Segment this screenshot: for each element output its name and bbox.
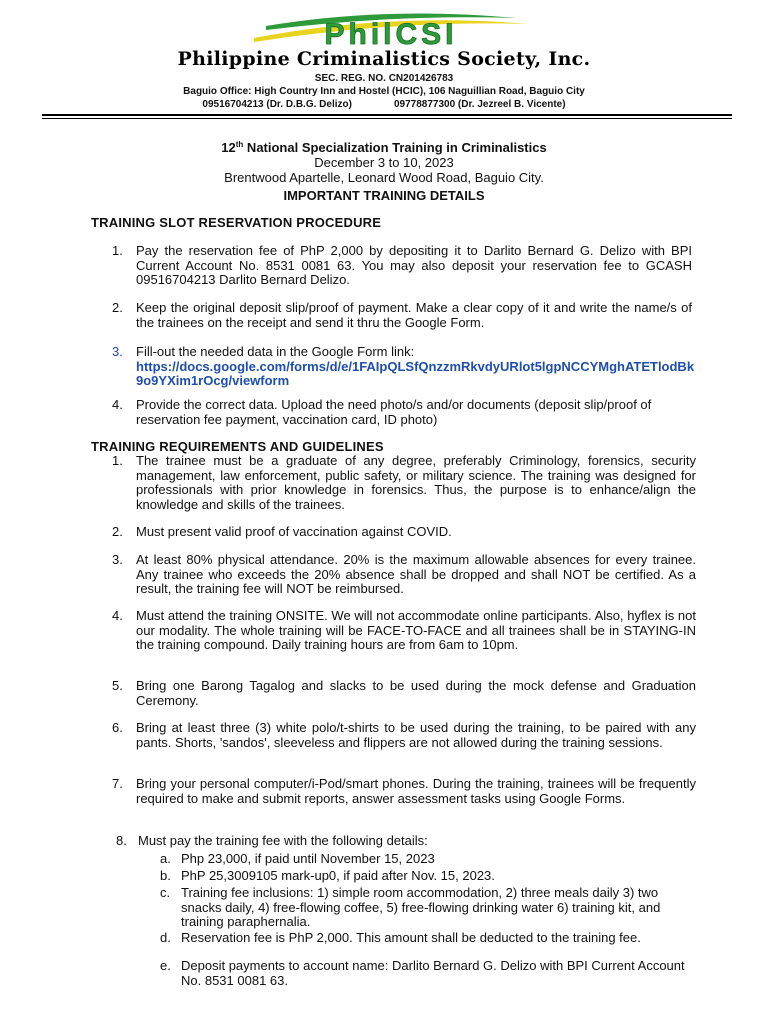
sec-registration: SEC. REG. NO. CN201426783 (314, 73, 454, 84)
contact-numbers (0, 99, 768, 110)
event-venue: Brentwood Apartelle, Leonard Wood Road, Baguio City. (224, 170, 544, 185)
document-page: PhilCSI Philippine Criminalistics Society, Inc. SEC. REG. NO. CN201426783 Baguio Office: High Country Inn and Hostel (HCIC), 106 Naguillian Road, Baguio City 09516704213 (Dr. D.B.G. Delizo) 09778877300 (Dr. Jezreel B. Vicente) 12th National Specialization Training in Criminalistics December 3 to 10, 2023 Brentwood Apartelle, Leonard Wood Road, Baguio City. IMPORTANT TRAINING DETAILS TRAINING SLOT RESERVATION PROCEDURE 1. Pay the reservation fee of PhP 2,000 by depositing it to Darlito Bernard G. Delizo with BPI Current Account No. 8531 0081 63. You may also deposit your reservation fee to GCASH 09516704213 Darlito Bernard Delizo. 2. Keep the original deposit slip/proof of payment. Make a clear copy of it and write the name/s of the trainees on the receipt and send it thru the Google Form. 3. Fill-out the needed data in the Google Form link: https://docs.google.com/forms/d/e/1FAIpQLSfQnzzmRkvdyURlot5lgpNCCYMghATETlodBk9o9YXim1rOcg/viewform 4. Provide the correct data. Upload the need photo/s and/or documents (deposit slip/proof of reservation fee payment, vaccination card, ID photo) TRAINING REQUIREMENTS AND GUIDELINES 1. The trainee must be a graduate of any degree, preferably Criminology, forensics, security management, law enforcement, public safety, or military science. The training was designed for professionals with prior knowledge in forensics. Thus, the purpose is to enhance/align the knowledge and skills of the trainees. 2. Must present valid proof of vaccination against COVID. 3. At least 80% physical attendance. 20% is the maximum allowable absences for every trainee. Any trainee who exceeds the 20% absence shall be dropped and shall NOT be certified. As a result, the training fee will NOT be reimbursed. 4. Must attend the training ONSITE. We will not accommodate online participants. Also, hyflex is not our modality. The whole training will be FACE-TO-FACE and all trainees shall be in STAYING-IN the training compound. Daily training hours are from 6am to 10pm. 5. Bring one Barong Tagalog and slacks to be used during the mock defense and Graduation Ceremony. 6. Bring at least three (3) white polo/t-shirts to be used during the training, to be paired with any pants. Shorts, 'sandos', sleeveless and flippers are not allowed during the training sessions. 7. Bring your personal computer/i-Pod/smart phones. During the training, trainees will be frequently required to make and submit reports, answer assessment tasks using Google Forms. 8. Must pay the training fee with the following details: a. Php 23,000, if paid until November 15, 2023 b. PhP 25,3009105 mark-up0, if paid after Nov. 15, 2023. c. Training fee inclusions: 1) simple room accommodation, 2) three meals daily 3) two snacks daily, 4) free-flowing coffee, 5) free-flowing drinking water 6) training kit, and training paraphernalia. d. Reservation fee is PhP 2,000. This amount shall be deducted to the training fee. e. Deposit payments to account name: Darlito Bernard G. Delizo with BPI Current Account No. 8531 0081 63. (0, 0, 768, 1024)
requirements-heading: TRAINING REQUIREMENTS AND GUIDELINES (91, 439, 384, 454)
event-dates: December 3 to 10, 2023 (314, 155, 454, 170)
header-divider-thin (42, 118, 732, 119)
details-heading: IMPORTANT TRAINING DETAILS (283, 188, 485, 203)
google-form-instruction: Fill-out the needed data in the Google Form link: (136, 344, 415, 359)
logo-text: PhilCSI (324, 18, 458, 50)
office-address: Baguio Office: High Country Inn and Hostel (HCIC), 106 Naguillian Road, Baguio City (183, 86, 585, 97)
organization-name: Philippine Criminalistics Society, Inc. (177, 48, 591, 70)
google-form-link[interactable]: https://docs.google.com/forms/d/e/1FAIpQLSfQnzzmRkvdyURlot5lgpNCCYMghATETlodBk9o9YXim1rOcg/viewform (136, 358, 695, 388)
header-divider (42, 114, 732, 116)
event-title: 12th National Specialization Training in Criminalistics (221, 140, 547, 155)
contact-vicente: 09778877300 (Dr. Jezreel B. Vicente) (393, 99, 566, 110)
philcsi-logo (246, 8, 536, 50)
contact-delizo: 09516704213 (Dr. D.B.G. Delizo) (202, 99, 352, 110)
reservation-heading: TRAINING SLOT RESERVATION PROCEDURE (91, 215, 382, 230)
